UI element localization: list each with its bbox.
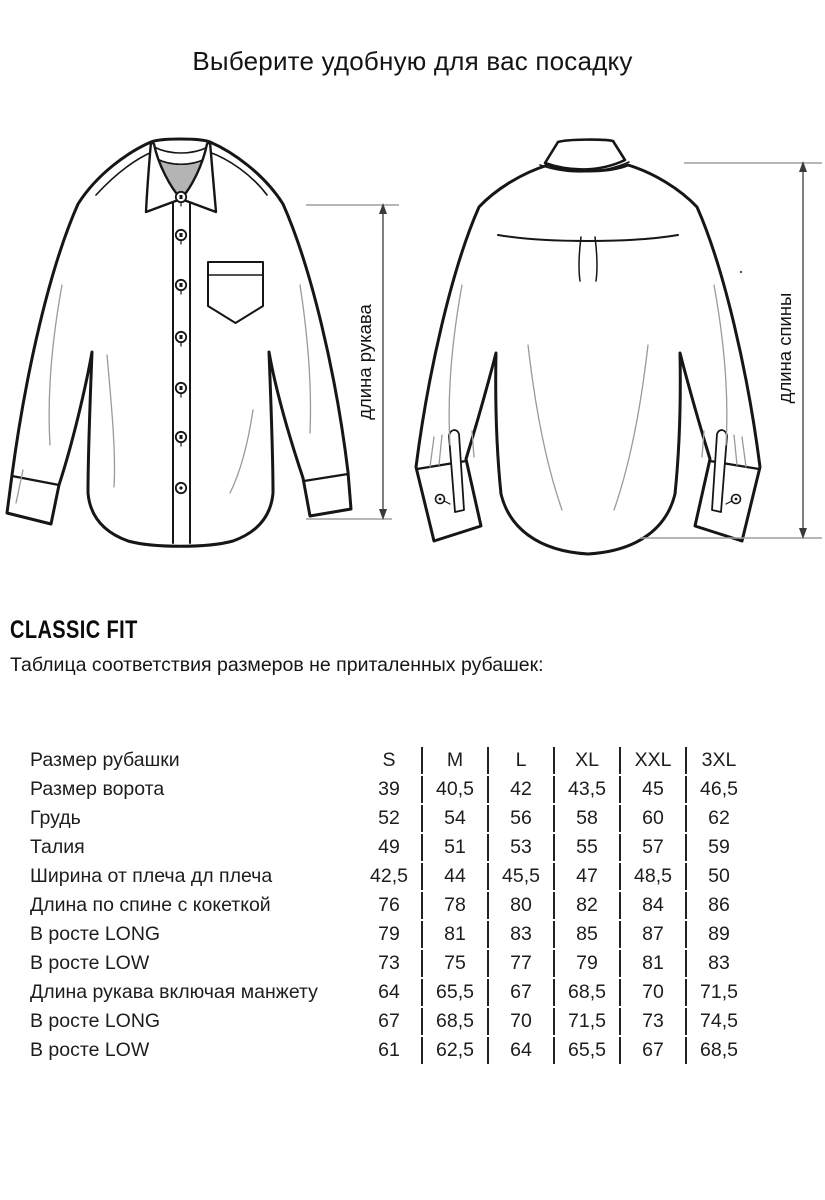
size-value-cell: 81 xyxy=(421,921,487,948)
size-value-cell: 80 xyxy=(487,892,553,919)
table-row xyxy=(30,834,751,861)
size-value-cell: 60 xyxy=(619,805,685,832)
size-value-cell: 73 xyxy=(619,1008,685,1035)
size-column-header: 3XL xyxy=(685,747,751,774)
size-value-cell: 40,5 xyxy=(421,776,487,803)
size-value-cell: 82 xyxy=(553,892,619,919)
shirt-diagram-svg xyxy=(0,115,825,575)
size-value-cell: 79 xyxy=(378,923,400,945)
size-value-cell: 86 xyxy=(685,892,751,919)
size-value-cell: 79 xyxy=(553,950,619,977)
table-row xyxy=(30,1008,751,1035)
size-value-cell: 75 xyxy=(421,950,487,977)
row-label: Размер ворота xyxy=(30,778,165,800)
size-value-cell: 50 xyxy=(685,863,751,890)
size-value-cell: 55 xyxy=(553,834,619,861)
size-value-cell: 84 xyxy=(619,892,685,919)
back-length-label: длина спины xyxy=(774,292,795,404)
shirt-front-drawing xyxy=(7,139,351,546)
row-label: В росте LONG xyxy=(30,1010,161,1032)
table-header-row xyxy=(30,747,751,774)
size-value-cell: 78 xyxy=(421,892,487,919)
size-value-cell: 53 xyxy=(487,834,553,861)
shirt-back-outline xyxy=(416,165,760,554)
size-value-cell: 39 xyxy=(378,778,400,800)
size-column-header: L xyxy=(487,747,553,774)
size-value-cell: 67 xyxy=(487,979,553,1006)
size-value-cell: 46,5 xyxy=(685,776,751,803)
size-value-cell: 68,5 xyxy=(685,1037,751,1064)
size-value-cell: 87 xyxy=(619,921,685,948)
table-row xyxy=(30,863,751,890)
size-value-cell: 42,5 xyxy=(370,865,408,887)
size-value-cell: 47 xyxy=(553,863,619,890)
size-value-cell: 45 xyxy=(619,776,685,803)
size-value-cell: 43,5 xyxy=(553,776,619,803)
size-value-cell: 57 xyxy=(619,834,685,861)
size-value-cell: 65,5 xyxy=(421,979,487,1006)
page-title: Выберите удобную для вас посадку xyxy=(192,46,633,76)
shirt-back-drawing xyxy=(416,140,760,554)
size-value-cell: 65,5 xyxy=(553,1037,619,1064)
table-row xyxy=(30,776,751,803)
row-label: Ширина от плеча дл плеча xyxy=(30,865,273,887)
table-row xyxy=(30,892,751,919)
table-row xyxy=(30,805,751,832)
row-label: Грудь xyxy=(30,807,81,829)
row-label: В росте LONG xyxy=(30,923,161,945)
size-value-cell: 54 xyxy=(421,805,487,832)
row-label: В росте LOW xyxy=(30,1039,150,1061)
size-value-cell: 71,5 xyxy=(553,1008,619,1035)
size-value-cell: 52 xyxy=(378,807,400,829)
size-table-body xyxy=(30,747,751,1064)
size-value-cell: 62,5 xyxy=(421,1037,487,1064)
table-row xyxy=(30,1037,751,1064)
size-value-cell: 56 xyxy=(487,805,553,832)
size-value-cell: 44 xyxy=(421,863,487,890)
row-label: Талия xyxy=(30,836,85,858)
size-value-cell: 58 xyxy=(553,805,619,832)
size-value-cell: 51 xyxy=(421,834,487,861)
row-label: В росте LOW xyxy=(30,952,150,974)
table-row xyxy=(30,921,751,948)
row-label: Длина рукава включая манжету xyxy=(30,981,318,1003)
size-value-cell: 64 xyxy=(487,1037,553,1064)
size-value-cell: 49 xyxy=(378,836,400,858)
size-value-cell: 61 xyxy=(378,1039,400,1061)
size-value-cell: 67 xyxy=(378,1010,400,1032)
size-value-cell: 67 xyxy=(619,1037,685,1064)
size-value-cell: 62 xyxy=(685,805,751,832)
sleeve-length-label: длина рукава xyxy=(354,304,375,420)
size-column-header: XXL xyxy=(619,747,685,774)
size-value-cell: 83 xyxy=(685,950,751,977)
size-value-cell: 68,5 xyxy=(421,1008,487,1035)
size-value-cell: 85 xyxy=(553,921,619,948)
size-value-cell: 70 xyxy=(619,979,685,1006)
size-value-cell: 59 xyxy=(685,834,751,861)
table-row xyxy=(30,950,751,977)
size-value-cell: 64 xyxy=(378,981,400,1003)
button-icon xyxy=(176,483,186,493)
speck-dot xyxy=(740,271,742,273)
size-value-cell: 73 xyxy=(378,952,400,974)
section-subtitle: Таблица соответствия размеров не приталенных рубашек: xyxy=(10,654,544,676)
section-heading-text: CLASSIC FIT xyxy=(10,616,138,644)
size-value-cell: 81 xyxy=(619,950,685,977)
size-value-cell: 71,5 xyxy=(685,979,751,1006)
size-value-cell: 42 xyxy=(487,776,553,803)
size-value-cell: 89 xyxy=(685,921,751,948)
size-value-cell: 77 xyxy=(487,950,553,977)
size-column-header: M xyxy=(421,747,487,774)
section-heading xyxy=(10,616,170,645)
table-row xyxy=(30,979,751,1006)
size-column-header: XL xyxy=(553,747,619,774)
size-value-cell: 45,5 xyxy=(487,863,553,890)
size-value-cell: 83 xyxy=(487,921,553,948)
size-value-cell: 74,5 xyxy=(685,1008,751,1035)
size-value-cell: 76 xyxy=(378,894,400,916)
size-value-cell: 48,5 xyxy=(619,863,685,890)
size-value-cell: 70 xyxy=(487,1008,553,1035)
back-collar xyxy=(545,140,625,170)
size-column-header: S xyxy=(382,749,396,771)
size-row-header-label: Размер рубашки xyxy=(30,749,180,771)
size-value-cell: 68,5 xyxy=(553,979,619,1006)
size-table xyxy=(30,745,751,1066)
row-label: Длина по спине с кокеткой xyxy=(30,894,271,916)
